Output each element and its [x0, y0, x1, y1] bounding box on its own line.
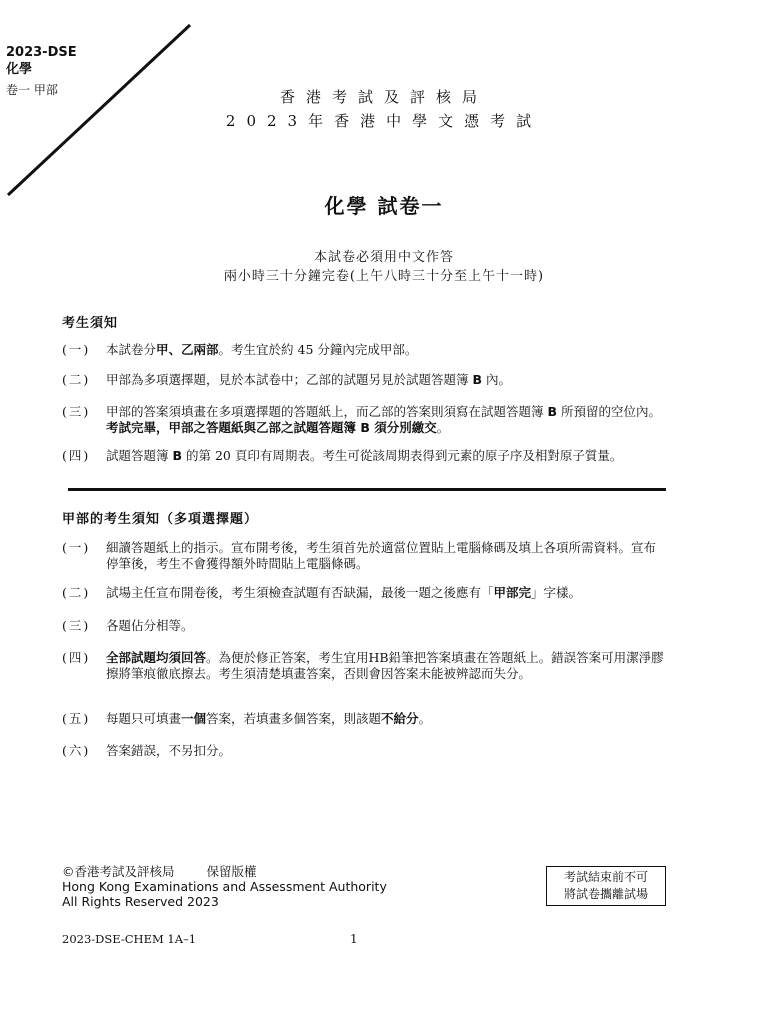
mc-instruction-item: [62, 540, 666, 572]
paper-code: 2023-DSE-CHEM 1A–1: [62, 932, 197, 946]
copyright-rights-en: All Rights Reserved 2023: [62, 894, 219, 909]
item-text: 試場主任宣布開卷後，考生須檢查試題有否缺漏，最後一題之後應有「甲部完」字樣。: [106, 585, 582, 600]
exam-name: 2023年香港中學文憑考試: [225, 112, 543, 130]
general-instruction-item: [62, 404, 666, 436]
item-text: 全部試題均須回答。為便於修正答案，考生宜用HB鉛筆把答案填畫在答題紙上。錯誤答案可用潔淨膠擦將筆痕徹底擦去。考生須清楚填畫答案，否則會因答案未能被辨認而失分。: [106, 650, 664, 681]
language-note: 本試卷必須用中文作答: [313, 250, 454, 265]
item-text: 甲部的答案須填畫在多項選擇題的答題紙上，而乙部的答案則須寫在試題答題簿 B 所預留的空位內。考試完畢，甲部之答題紙與乙部之試題答題簿 B 須分別繳交。: [106, 404, 661, 435]
item-number: (四): [62, 448, 91, 463]
notice-line-2: 將試卷攜離試場: [563, 887, 648, 901]
corner-year: 2023-DSE: [6, 45, 77, 60]
general-instructions-heading: 考生須知: [62, 316, 119, 331]
copyright-block: [62, 864, 387, 909]
item-number: (四): [62, 650, 91, 665]
general-instruction-item: [62, 342, 666, 358]
paper-title: 化學 試卷一: [324, 194, 444, 218]
general-instruction-item: [62, 448, 666, 464]
item-text: 每題只可填畫一個答案，若填畫多個答案，則該題不給分。: [106, 711, 432, 726]
organization-name: 香港考試及評核局: [279, 88, 488, 106]
corner-subject: 化學: [6, 62, 33, 77]
item-number: (二): [62, 372, 91, 387]
mc-instruction-item: [62, 585, 666, 601]
corner-paper: 卷一 甲部: [6, 83, 58, 97]
copyright-rights-cn: 保留版權: [206, 864, 257, 879]
item-text: 試題答題簿 B 的第 20 頁印有周期表。考生可從該周期表得到元素的原子序及相對原子質量。: [106, 448, 623, 463]
item-text: 本試卷分甲、乙兩部。考生宜於約 45 分鐘內完成甲部。: [106, 342, 418, 357]
mc-instruction-item: [62, 650, 666, 682]
item-number: (二): [62, 585, 91, 600]
copyright-authority-en: Hong Kong Examinations and Assessment Authority: [62, 879, 387, 894]
item-text: 細讀答題紙上的指示。宣布開考後，考生須首先於適當位置貼上電腦條碼及填上各項所需資料。宣布停筆後，考生不會獲得額外時間貼上電腦條碼。: [106, 540, 657, 571]
general-instruction-item: [62, 372, 666, 388]
item-text: 各題佔分相等。: [106, 618, 194, 633]
mc-instruction-item: [62, 743, 666, 759]
duration-note: 兩小時三十分鐘完卷(上午八時三十分至上午十一時): [223, 269, 545, 284]
item-number: (五): [62, 711, 91, 726]
item-number: (三): [62, 618, 91, 633]
section-divider: [68, 488, 666, 491]
item-number: (一): [62, 540, 91, 555]
page-number: 1: [350, 932, 358, 946]
item-number: (六): [62, 743, 91, 758]
notice-box: [546, 866, 666, 906]
item-text: 甲部為多項選擇題，見於本試卷中；乙部的試題另見於試題答題簿 B 內。: [106, 372, 511, 387]
item-number: (三): [62, 404, 91, 419]
mc-instruction-item: [62, 711, 666, 727]
item-text: 答案錯誤，不另扣分。: [106, 743, 232, 758]
notice-line-1: 考試結束前不可: [563, 870, 648, 884]
mc-instruction-item: [62, 618, 666, 634]
copyright-authority-cn: ©香港考試及評核局: [62, 864, 175, 879]
mc-instructions-heading: 甲部的考生須知（多項選擇題）: [62, 512, 259, 527]
item-number: (一): [62, 342, 91, 357]
